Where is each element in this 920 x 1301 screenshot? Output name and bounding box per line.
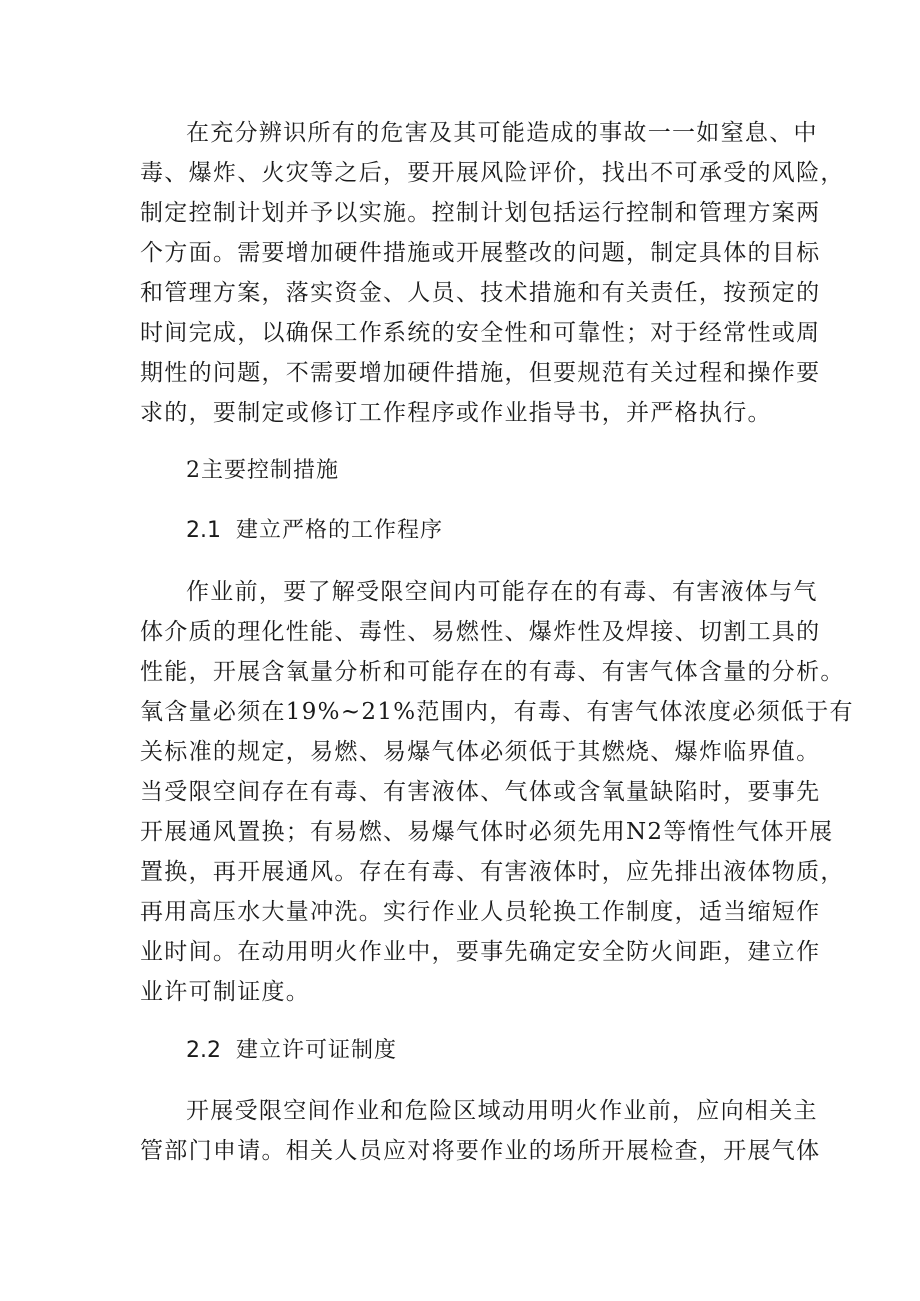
text-line: 期性的问题，不需要增加硬件措施，但要规范有关过程和操作要 — [140, 360, 821, 386]
text-line: 和管理方案，落实资金、人员、技术措施和有关责任，按预定的 — [140, 280, 821, 306]
text-line: 制定控制计划并予以实施。控制计划包括运行控制和管理方案两 — [140, 200, 821, 226]
text-line: 关标准的规定，易燃、易爆气体必须低于其燃烧、爆炸临界值。 — [140, 739, 821, 765]
text-line: 求的，要制定或修订工作程序或作业指导书，并严格执行。 — [140, 400, 772, 426]
text-line: 体介质的理化性能、毒性、易燃性、爆炸性及焊接、切割工具的 — [140, 619, 821, 645]
text-line: 当受限空间存在有毒、有害液体、气体或含氧量缺陷时，要事先 — [140, 779, 821, 805]
text-line: 性能，开展含氧量分析和可能存在的有毒、有害气体含量的分析。 — [140, 659, 845, 685]
text-line: 开展通风置换；有易燃、易爆气体时必须先用N2等惰性气体开展 — [140, 819, 834, 845]
section-number: 2.2 — [186, 1038, 221, 1063]
text-line: 时间完成，以确保工作系统的安全性和可靠性；对于经常性或周 — [140, 320, 821, 346]
text-line: 氧含量必须在19%~21%范围内，有毒、有害气体浓度必须低于有 — [140, 699, 854, 725]
section-heading-2-1 — [186, 516, 443, 546]
text-line: 个方面。需要增加硬件措施或开展整改的问题，制定具体的目标 — [140, 240, 821, 266]
text-line: 在充分辨识所有的危害及其可能造成的事故一一如窒息、中 — [186, 120, 818, 146]
text-line: 业时间。在动用明火作业中，要事先确定安全防火间距，建立作 — [140, 939, 821, 965]
text-line: 开展受限空间作业和危险区域动用明火作业前，应向相关主 — [186, 1098, 818, 1124]
text-line: 业许可制证度。 — [140, 979, 311, 1005]
text-line: 置换，再开展通风。存在有毒、有害液体时，应先排出液体物质， — [140, 859, 845, 885]
section-heading-2-2 — [186, 1036, 397, 1066]
section-number: 2.1 — [186, 518, 221, 543]
text-line: 毒、爆炸、火灾等之后，要开展风险评价，找出不可承受的风险， — [140, 160, 845, 186]
section-heading-2: 2主要控制措施 — [186, 458, 339, 483]
section-title: 建立严格的工作程序 — [236, 518, 444, 543]
text-line: 作业前，要了解受限空间内可能存在的有毒、有害液体与气 — [186, 579, 818, 605]
text-line: 再用高压水大量冲洗。实行作业人员轮换工作制度，适当缩短作 — [140, 899, 821, 925]
section-title: 建立许可证制度 — [236, 1038, 398, 1063]
text-line: 管部门申请。相关人员应对将要作业的场所开展检查，开展气体 — [140, 1138, 821, 1164]
